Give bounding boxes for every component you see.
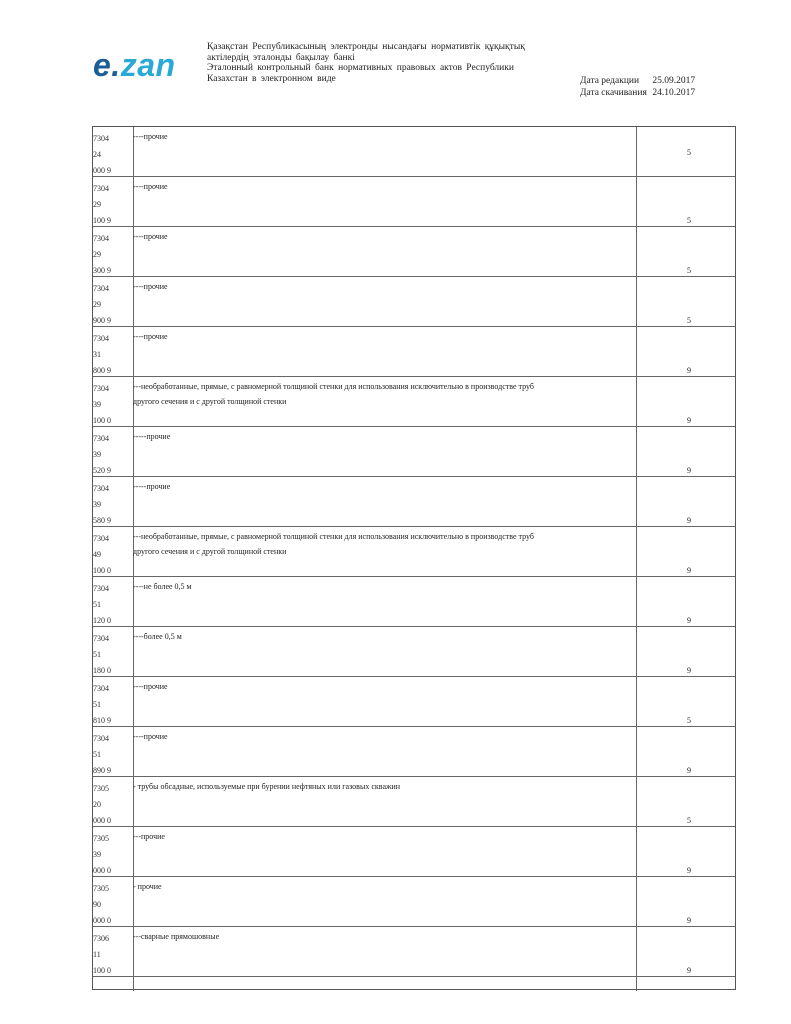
code-part: 000 0 [93,866,111,875]
column-divider [636,227,637,276]
code-part: 000 9 [93,166,111,175]
code-part: 39 [93,850,101,859]
commodity-code [93,381,133,429]
table-row [93,477,735,527]
table-row [93,877,735,927]
commodity-description: - трубы обсадные, используемые при бурении нефтяных или газовых скважин [133,782,401,791]
commodity-code [93,581,133,629]
header-dates [580,75,730,99]
code-part: 180 0 [93,666,111,675]
edition-date-row [580,75,730,87]
column-divider [636,877,637,926]
commodity-description: ----более 0,5 м [133,632,182,641]
commodity-description: -----прочие [133,432,171,441]
table-row [93,527,735,577]
edition-label: Дата редакции [580,76,640,86]
commodity-code [93,431,133,479]
commodity-code [93,231,133,279]
commodity-description: ---сварные прямошовные [133,932,220,941]
column-divider [636,677,637,726]
duty-rate: 5 [687,216,691,225]
commodity-description: ---необработанные, прямые, с равномерной толщиной стенки для использования исключительно в производстве труб другого сечения и с другой толщиной стенки [133,532,534,556]
commodity-code [93,481,133,529]
duty-rate: 5 [687,716,691,725]
code-part: 20 [93,800,101,809]
duty-rate: 9 [687,616,691,625]
code-part: 520 9 [93,466,111,475]
duty-rate: 9 [687,416,691,425]
logo-e: e [93,47,112,83]
commodity-description: ----прочие [133,732,168,741]
table-row [93,127,735,177]
code-part: 7304 [93,634,109,643]
header-line: актілердің эталонды бақылау банкі [207,52,355,63]
duty-rate: 5 [687,148,691,157]
code-part: 7304 [93,684,109,693]
header-line: Қазақстан Республикасының электронды нысандағы нормативтік құқықтық [207,42,525,52]
code-part: 7304 [93,134,109,143]
commodity-description: -----прочие [133,482,171,491]
commodity-description: - прочие [133,882,162,891]
table-row [93,627,735,677]
code-part: 7304 [93,184,109,193]
code-part: 39 [93,400,101,409]
commodity-code [93,331,133,379]
header-title [207,42,552,84]
commodity-code [93,131,133,179]
code-part: 7304 [93,734,109,743]
code-part: 90 [93,900,101,909]
duty-rate: 9 [687,766,691,775]
code-part: 000 0 [93,916,111,925]
code-part: 300 9 [93,266,111,275]
duty-rate: 9 [687,966,691,975]
code-part: 51 [93,750,101,759]
code-part: 7304 [93,284,109,293]
duty-rate: 9 [687,516,691,525]
duty-rate: 9 [687,566,691,575]
table-row-empty [93,977,735,991]
code-part: 7305 [93,784,109,793]
header-line: Казахстан в электронном виде [207,73,336,84]
commodity-code [93,881,133,929]
commodity-description: ----прочие [133,282,168,291]
duty-rate: 9 [687,866,691,875]
code-part: 31 [93,350,101,359]
code-part: 7304 [93,584,109,593]
commodity-description: ----прочие [133,682,168,691]
commodity-description: ---необработанные, прямые, с равномерной толщиной стенки для использования исключительно в производстве труб другого сечения и с другой толщиной стенки [133,382,534,406]
code-part: 7305 [93,834,109,843]
code-part: 800 9 [93,366,111,375]
column-divider [636,827,637,876]
column-divider [636,777,637,826]
code-part: 51 [93,700,101,709]
download-date: 24.10.2017 [652,88,696,98]
commodity-code [93,931,133,979]
table-row [93,827,735,877]
duty-rate: 5 [687,816,691,825]
column-divider [636,427,637,476]
commodity-code [93,681,133,729]
commodity-code [93,831,133,879]
tariff-table [92,126,736,990]
commodity-code [93,181,133,229]
commodity-code [93,631,133,679]
commodity-code [93,781,133,829]
code-part: 51 [93,600,101,609]
column-divider [636,477,637,526]
code-part: 890 9 [93,766,111,775]
column-divider [636,627,637,676]
code-part: 7304 [93,534,109,543]
download-label: Дата скачивания [580,88,647,98]
code-part: 39 [93,450,101,459]
column-divider [133,977,134,991]
code-part: 29 [93,250,101,259]
code-part: 29 [93,200,101,209]
code-part: 7304 [93,384,109,393]
code-part: 120 0 [93,616,111,625]
table-row [93,227,735,277]
code-part: 49 [93,550,101,559]
column-divider [636,327,637,376]
table-row [93,677,735,727]
commodity-description: ----прочие [133,232,168,241]
duty-rate: 5 [687,266,691,275]
code-part: 810 9 [93,716,111,725]
code-part: 24 [93,150,101,159]
commodity-description: ----прочие [133,332,168,341]
code-part: 7306 [93,934,109,943]
duty-rate: 9 [687,366,691,375]
table-row [93,777,735,827]
column-divider [636,927,637,976]
code-part: 39 [93,500,101,509]
header-line: Эталонный контрольный банк нормативных правовых актов Республики [207,63,514,73]
table-row [93,727,735,777]
column-divider [636,277,637,326]
code-part: 29 [93,300,101,309]
code-part: 7305 [93,884,109,893]
code-part: 7304 [93,334,109,343]
code-part: 100 0 [93,566,111,575]
column-divider [636,977,637,991]
table-row [93,427,735,477]
column-divider [636,577,637,626]
duty-rate: 9 [687,666,691,675]
column-divider [636,177,637,226]
code-part: 11 [93,950,101,959]
column-divider [636,377,637,426]
logo-dot: . [111,47,121,83]
logo-zan: zan [120,47,176,83]
code-part: 100 0 [93,966,111,975]
table-row [93,577,735,627]
code-part: 51 [93,650,101,659]
code-part: 000 0 [93,816,111,825]
commodity-code [93,281,133,329]
duty-rate: 5 [687,316,691,325]
download-date-row [580,87,730,99]
commodity-description: ----прочие [133,182,168,191]
code-part: 7304 [93,234,109,243]
edition-date: 25.09.2017 [652,76,696,86]
column-divider [636,127,637,176]
commodity-description: ---прочие [133,832,165,841]
column-divider [636,527,637,576]
table-row [93,177,735,227]
code-part: 580 9 [93,516,111,525]
code-part: 7304 [93,484,109,493]
commodity-code [93,531,133,579]
table-row [93,327,735,377]
column-divider [636,727,637,776]
commodity-description: ----не более 0,5 м [133,582,192,591]
table-row [93,377,735,427]
code-part: 900 9 [93,316,111,325]
duty-rate: 9 [687,916,691,925]
commodity-description: ----прочие [133,132,168,141]
code-part: 100 9 [93,216,111,225]
commodity-code [93,731,133,779]
code-part: 7304 [93,434,109,443]
code-part: 100 0 [93,416,111,425]
table-row [93,277,735,327]
duty-rate: 9 [687,466,691,475]
ezan-logo [93,48,176,82]
table-row [93,927,735,977]
